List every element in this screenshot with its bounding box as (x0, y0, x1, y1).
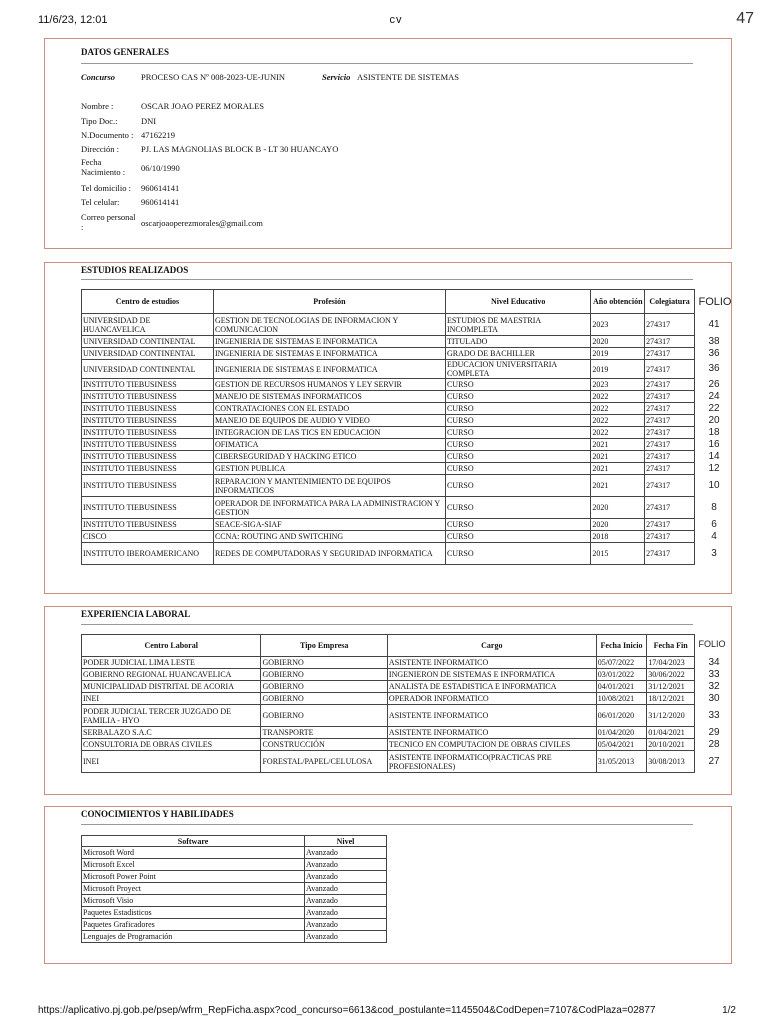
cell-centro: MUNICIPALIDAD DISTRITAL DE ACORIA (82, 681, 261, 693)
cell-nivel: Avanzado (305, 859, 387, 871)
cell-coleg: 274317 (645, 475, 695, 497)
folio-number: 41 (708, 318, 720, 330)
table-row (82, 439, 695, 451)
cell-coleg: 274317 (645, 497, 695, 519)
cell-nivel: Avanzado (305, 871, 387, 883)
cell-anio: 2020 (591, 336, 645, 348)
cell-coleg: 274317 (645, 427, 695, 439)
cell-profesion: REDES DE COMPUTADORAS Y SEGURIDAD INFORMATICA (213, 543, 445, 565)
cell-profesion: MANEJO DE SISTEMAS INFORMATICOS (213, 391, 445, 403)
table-row (82, 751, 695, 773)
cell-centro: SERBALAZO S.A.C (82, 727, 261, 739)
cell-cargo: OPERADOR INFORMATICO (387, 693, 596, 705)
cell-anio: 2022 (591, 415, 645, 427)
cell-nivel: CURSO (445, 463, 590, 475)
folio-number: 20 (708, 414, 720, 426)
folio-number: 36 (708, 347, 720, 359)
cell-tipo: GOBIERNO (261, 669, 387, 681)
table-row (82, 475, 695, 497)
table-row (82, 919, 387, 931)
cell-centro: INSTITUTO TIEBUSINESS (82, 379, 214, 391)
col-centro-laboral: Centro Laboral (82, 635, 261, 657)
table-row (82, 907, 387, 919)
folio-number: 27 (708, 755, 720, 767)
cell-nivel: CURSO (445, 475, 590, 497)
studies-table (81, 289, 695, 565)
table-row (82, 543, 695, 565)
folio-number: 8 (711, 501, 717, 513)
cell-cargo: INGENIERON DE SISTEMAS E INFORMATICA (387, 669, 596, 681)
cell-anio: 2021 (591, 475, 645, 497)
cell-centro: CISCO (82, 531, 214, 543)
cell-anio: 2022 (591, 427, 645, 439)
cell-coleg: 274317 (645, 543, 695, 565)
cell-nivel: Avanzado (305, 907, 387, 919)
print-doc-title: cv (389, 14, 403, 26)
cell-profesion: GESTION DE TECNOLOGIAS DE INFORMACION Y COMUNICACION (213, 314, 445, 336)
table-row (82, 403, 695, 415)
field-value: 06/10/1990 (141, 163, 180, 173)
field-value: DNI (141, 116, 157, 126)
col-nivel-skill: Nivel (305, 836, 387, 847)
cell-inicio: 01/04/2020 (596, 727, 647, 739)
cell-centro: INSTITUTO TIEBUSINESS (82, 427, 214, 439)
cell-nivel: CURSO (445, 439, 590, 451)
cell-software: Microsoft Visio (82, 895, 305, 907)
cell-anio: 2021 (591, 439, 645, 451)
concurso-value: PROCESO CAS Nº 008-2023-UE-JUNIN (141, 72, 286, 82)
cell-centro: INEI (82, 751, 261, 773)
cell-centro: INSTITUTO TIEBUSINESS (82, 475, 214, 497)
field-label: Correo personal : (81, 212, 136, 232)
cell-nivel: CURSO (445, 415, 590, 427)
cell-profesion: OFIMATICA (213, 439, 445, 451)
folio-number: 26 (708, 378, 720, 390)
col-anio: Año obtención (591, 290, 645, 314)
folio-number: 10 (708, 479, 720, 491)
cell-inicio: 31/05/2013 (596, 751, 647, 773)
divider (81, 63, 693, 64)
cell-nivel: Avanzado (305, 895, 387, 907)
col-software: Software (82, 836, 305, 847)
cell-software: Microsoft Word (82, 847, 305, 859)
cell-anio: 2023 (591, 379, 645, 391)
cell-profesion: MANEJO DE EQUIPOS DE AUDIO Y VIDEO (213, 415, 445, 427)
field-value: 47162219 (141, 130, 175, 140)
folio-number: 12 (708, 462, 720, 474)
table-row (82, 883, 387, 895)
table-row (82, 415, 695, 427)
print-url: https://aplicativo.pj.gob.pe/psep/wfrm_RepFicha.aspx?cod_concurso=6613&cod_postulante=1145504&CodDepen=7107&CodPlaza=02877 (38, 1005, 656, 1016)
table-row (82, 451, 695, 463)
cell-coleg: 274317 (645, 463, 695, 475)
cell-cargo: TECNICO EN COMPUTACION DE OBRAS CIVILES (387, 739, 596, 751)
cell-inicio: 10/08/2021 (596, 693, 647, 705)
cell-centro: INSTITUTO TIEBUSINESS (82, 391, 214, 403)
cell-fin: 30/06/2022 (647, 669, 695, 681)
print-page-count: 1/2 (722, 1005, 736, 1016)
cell-tipo: GOBIERNO (261, 681, 387, 693)
cell-coleg: 274317 (645, 348, 695, 360)
studies-folio-header: FOLIO (698, 296, 732, 308)
cell-nivel: EDUCACION UNIVERSITARIA COMPLETA (445, 360, 590, 379)
folio-number: 30 (708, 692, 720, 704)
col-fecha-fin: Fecha Fin (647, 635, 695, 657)
cell-profesion: GESTION PUBLICA (213, 463, 445, 475)
cell-nivel: CURSO (445, 497, 590, 519)
cell-profesion: INGENIERIA DE SISTEMAS E INFORMATICA (213, 360, 445, 379)
general-data-title: DATOS GENERALES (81, 47, 169, 57)
cell-coleg: 274317 (645, 379, 695, 391)
cell-centro: UNIVERSIDAD CONTINENTAL (82, 336, 214, 348)
table-row (82, 314, 695, 336)
col-nivel: Nivel Educativo (445, 290, 590, 314)
cell-nivel: CURSO (445, 531, 590, 543)
folio-number: 32 (708, 680, 720, 692)
table-row (82, 693, 695, 705)
cell-software: Microsoft Power Point (82, 871, 305, 883)
cell-nivel: CURSO (445, 451, 590, 463)
cell-nivel: TITULADO (445, 336, 590, 348)
col-profesion: Profesión (213, 290, 445, 314)
cell-centro: UNIVERSIDAD CONTINENTAL (82, 360, 214, 379)
folio-number: 6 (711, 518, 717, 530)
table-row (82, 727, 695, 739)
col-fecha-inicio: Fecha Inicio (596, 635, 647, 657)
general-data-panel (44, 38, 732, 249)
cell-centro: CONSULTORIA DE OBRAS CIVILES (82, 739, 261, 751)
cell-profesion: INTEGRACION DE LAS TICS EN EDUCACION (213, 427, 445, 439)
field-label: Tipo Doc.: (81, 116, 118, 126)
cell-centro: INSTITUTO TIEBUSINESS (82, 415, 214, 427)
cell-coleg: 274317 (645, 451, 695, 463)
cell-anio: 2019 (591, 348, 645, 360)
folio-number: 28 (708, 738, 720, 750)
cell-software: Microsoft Excel (82, 859, 305, 871)
cell-coleg: 274317 (645, 519, 695, 531)
cell-nivel: GRADO DE BACHILLER (445, 348, 590, 360)
cell-tipo: TRANSPORTE (261, 727, 387, 739)
servicio-value: ASISTENTE DE SISTEMAS (357, 72, 460, 82)
field-value: PJ. LAS MAGNOLIAS BLOCK B - LT 30 HUANCAYO (141, 144, 339, 154)
field-value: 960614141 (141, 197, 180, 207)
skills-table (81, 835, 387, 943)
cell-centro: UNIVERSIDAD DE HUANCAVELICA (82, 314, 214, 336)
cell-software: Lenguajes de Programación (82, 931, 305, 943)
cell-cargo: ASISTENTE INFORMATICO(PRACTICAS PRE PROFESIONALES) (387, 751, 596, 773)
cell-coleg: 274317 (645, 403, 695, 415)
table-row (82, 871, 387, 883)
cell-nivel: CURSO (445, 403, 590, 415)
cell-nivel: ESTUDIOS DE MAESTRIA INCOMPLETA (445, 314, 590, 336)
folio-number: 38 (708, 335, 720, 347)
cell-cargo: ANALISTA DE ESTADISTICA E INFORMATICA (387, 681, 596, 693)
folio-number: 29 (708, 726, 720, 738)
cell-centro: INSTITUTO TIEBUSINESS (82, 451, 214, 463)
cell-profesion: INGENIERIA DE SISTEMAS E INFORMATICA (213, 348, 445, 360)
cell-inicio: 03/01/2022 (596, 669, 647, 681)
cell-anio: 2019 (591, 360, 645, 379)
cell-anio: 2023 (591, 314, 645, 336)
cell-centro: INSTITUTO TIEBUSINESS (82, 439, 214, 451)
cell-fin: 30/08/2013 (647, 751, 695, 773)
cell-fin: 18/12/2021 (647, 693, 695, 705)
cell-tipo: GOBIERNO (261, 705, 387, 727)
cell-centro: INEI (82, 693, 261, 705)
cell-centro: INSTITUTO TIEBUSINESS (82, 519, 214, 531)
cell-centro: UNIVERSIDAD CONTINENTAL (82, 348, 214, 360)
handwritten-page-number: 47 (736, 10, 754, 27)
folio-number: 22 (708, 402, 720, 414)
cell-anio: 2022 (591, 403, 645, 415)
cell-centro: PODER JUDICIAL LIMA LESTE (82, 657, 261, 669)
table-row (82, 657, 695, 669)
field-label: Tel domicilio : (81, 183, 131, 193)
cell-anio: 2018 (591, 531, 645, 543)
folio-number: 33 (708, 668, 720, 680)
field-value: oscarjoaoperezmorales@gmail.com (141, 218, 263, 228)
field-value: OSCAR JOAO PEREZ MORALES (141, 101, 265, 111)
servicio-label: Servicio (322, 72, 351, 82)
col-centro: Centro de estudios (82, 290, 214, 314)
table-row (82, 531, 695, 543)
cell-coleg: 274317 (645, 314, 695, 336)
cell-nivel: CURSO (445, 519, 590, 531)
experience-table (81, 634, 695, 773)
cell-centro: PODER JUDICIAL TERCER JUZGADO DE FAMILIA - HYO (82, 705, 261, 727)
field-label: N.Documento : (81, 130, 134, 140)
cell-fin: 20/10/2021 (647, 739, 695, 751)
cell-nivel: Avanzado (305, 883, 387, 895)
skills-title: CONOCIMIENTOS Y HABILIDADES (81, 809, 234, 819)
cell-inicio: 05/04/2021 (596, 739, 647, 751)
cell-tipo: CONSTRUCCIÓN (261, 739, 387, 751)
cell-coleg: 274317 (645, 391, 695, 403)
table-row (82, 669, 695, 681)
folio-number: 14 (708, 450, 720, 462)
table-row (82, 739, 695, 751)
cell-inicio: 06/01/2020 (596, 705, 647, 727)
field-label: Fecha Nacimiento : (81, 157, 126, 177)
experience-panel (44, 606, 732, 795)
cell-anio: 2020 (591, 519, 645, 531)
skills-panel (44, 806, 732, 964)
cell-profesion: CONTRATACIONES CON EL ESTADO (213, 403, 445, 415)
cell-tipo: GOBIERNO (261, 657, 387, 669)
col-tipo-empresa: Tipo Empresa (261, 635, 387, 657)
cell-fin: 31/12/2021 (647, 681, 695, 693)
col-cargo: Cargo (387, 635, 596, 657)
table-row (82, 859, 387, 871)
table-row (82, 895, 387, 907)
studies-panel (44, 262, 732, 594)
field-label: Tel celular: (81, 197, 120, 207)
cell-anio: 2021 (591, 463, 645, 475)
cell-coleg: 274317 (645, 531, 695, 543)
cell-nivel: CURSO (445, 427, 590, 439)
folio-number: 36 (708, 363, 720, 374)
table-row (82, 348, 695, 360)
table-row (82, 931, 387, 943)
cell-centro: INSTITUTO TIEBUSINESS (82, 463, 214, 475)
cell-cargo: ASISTENTE INFORMATICO (387, 727, 596, 739)
cell-profesion: SEACE-SIGA-SIAF (213, 519, 445, 531)
cell-coleg: 274317 (645, 360, 695, 379)
table-row (82, 336, 695, 348)
folio-number: 16 (708, 438, 720, 450)
cell-software: Paquetes Graficadores (82, 919, 305, 931)
print-datetime: 11/6/23, 12:01 (38, 14, 108, 26)
cell-nivel: Avanzado (305, 931, 387, 943)
cell-profesion: INGENIERIA DE SISTEMAS E INFORMATICA (213, 336, 445, 348)
cell-anio: 2022 (591, 391, 645, 403)
folio-number: 4 (711, 530, 717, 542)
table-row (82, 847, 387, 859)
cell-anio: 2021 (591, 451, 645, 463)
cell-centro: INSTITUTO TIEBUSINESS (82, 497, 214, 519)
table-row (82, 379, 695, 391)
cell-software: Paquetes Estadisticos (82, 907, 305, 919)
cell-anio: 2015 (591, 543, 645, 565)
cell-software: Microsoft Proyect (82, 883, 305, 895)
cell-nivel: CURSO (445, 391, 590, 403)
cell-profesion: OPERADOR DE INFORMATICA PARA LA ADMINISTRACION Y GESTION (213, 497, 445, 519)
cell-profesion: CIBERSEGURIDAD Y HACKING ETICO (213, 451, 445, 463)
folio-number: 18 (708, 426, 720, 438)
cell-profesion: CCNA: ROUTING AND SWITCHING (213, 531, 445, 543)
table-row (82, 705, 695, 727)
field-label: Dirección : (81, 144, 119, 154)
cell-centro: INSTITUTO TIEBUSINESS (82, 403, 214, 415)
cell-profesion: GESTION DE RECURSOS HUMANOS Y LEY SERVIR (213, 379, 445, 391)
cell-coleg: 274317 (645, 439, 695, 451)
folio-number: 33 (708, 709, 720, 721)
cell-fin: 17/04/2023 (647, 657, 695, 669)
cell-anio: 2020 (591, 497, 645, 519)
cell-nivel: CURSO (445, 543, 590, 565)
cell-coleg: 274317 (645, 336, 695, 348)
folio-number: 3 (711, 547, 717, 559)
cell-nivel: Avanzado (305, 847, 387, 859)
cell-coleg: 274317 (645, 415, 695, 427)
cell-centro: GOBIERNO REGIONAL HUANCAVELICA (82, 669, 261, 681)
cell-fin: 01/04/2021 (647, 727, 695, 739)
cell-nivel: CURSO (445, 379, 590, 391)
col-colegiatura: Colegiatura (645, 290, 695, 314)
cell-nivel: Avanzado (305, 919, 387, 931)
folio-number: 24 (708, 390, 720, 402)
table-row (82, 497, 695, 519)
cell-centro: INSTITUTO IBEROAMERICANO (82, 543, 214, 565)
divider (81, 279, 693, 280)
table-row (82, 463, 695, 475)
studies-title: ESTUDIOS REALIZADOS (81, 265, 189, 275)
cell-cargo: ASISTENTE INFORMATICO (387, 657, 596, 669)
cell-inicio: 05/07/2022 (596, 657, 647, 669)
folio-number: 34 (708, 656, 720, 668)
table-row (82, 391, 695, 403)
field-value: 960614141 (141, 183, 180, 193)
table-row (82, 519, 695, 531)
experience-title: EXPERIENCIA LABORAL (81, 609, 191, 619)
divider (81, 624, 693, 625)
table-row (82, 360, 695, 379)
field-label: Nombre : (81, 101, 114, 111)
concurso-label: Concurso (81, 72, 116, 82)
experience-folio-header: FOLIO (698, 639, 726, 649)
table-row (82, 681, 695, 693)
cell-inicio: 04/01/2021 (596, 681, 647, 693)
table-row (82, 427, 695, 439)
cell-fin: 31/12/2020 (647, 705, 695, 727)
cell-cargo: ASISTENTE INFORMATICO (387, 705, 596, 727)
divider (81, 824, 693, 825)
cell-profesion: REPARACION Y MANTENIMIENTO DE EQUIPOS INFORMATICOS (213, 475, 445, 497)
cell-tipo: FORESTAL/PAPEL/CELULOSA (261, 751, 387, 773)
cell-tipo: GOBIERNO (261, 693, 387, 705)
